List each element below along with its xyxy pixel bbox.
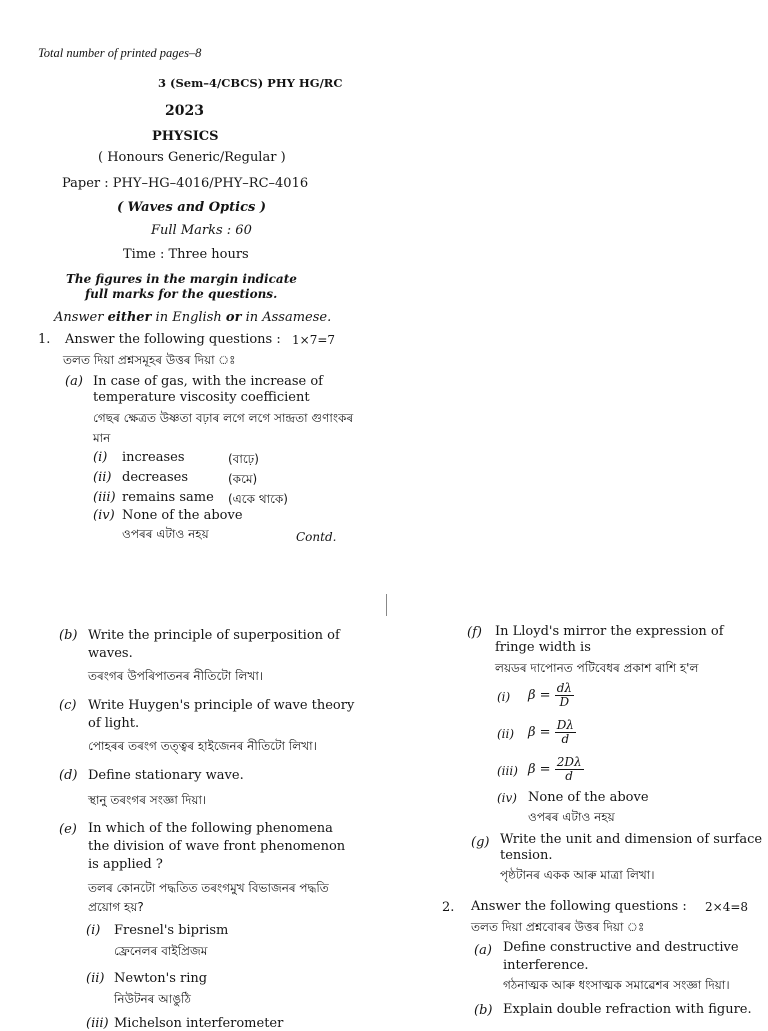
q1f-opt2-formula	[528, 719, 576, 746]
q1f-opt3-lhs: β =	[528, 762, 551, 777]
paper-number: Paper : PHY–HG–4016/PHY–RC–4016	[62, 176, 309, 191]
q1f-label: (f)	[467, 625, 482, 640]
q1c-line1: Write Huygen's principle of wave theory	[88, 698, 355, 713]
answer-post: in Assamese.	[245, 310, 332, 325]
q1e-opt2-label: (ii)	[86, 971, 105, 986]
full-marks: Full Marks : 60	[151, 223, 252, 238]
page-divider	[386, 594, 387, 616]
q1f-opt4-label: (iv)	[497, 791, 517, 805]
q1a-opt2-label: (ii)	[93, 470, 112, 485]
q1a-opt3-label: (iii)	[93, 490, 116, 505]
q1a-opt4-label: (iv)	[93, 508, 115, 523]
q1a-opt3-assamese: (একে থাকে)	[228, 492, 288, 506]
q1f-line1: In Lloyd's mirror the expression of	[495, 624, 724, 639]
q1a-opt1-assamese: (বাঢ়ে)	[228, 452, 259, 466]
q1f-opt2-fraction	[555, 719, 576, 746]
q1e-opt3-text: Michelson interferometer	[114, 1016, 284, 1031]
q1b-assamese: তৰংগৰ উপৰিপাতনৰ নীতিটো লিখা।	[88, 669, 264, 683]
answer-or: or	[225, 310, 242, 325]
q1f-opt3-formula	[528, 756, 584, 783]
q1a-opt3-text: remains same	[122, 490, 214, 505]
q1c-label: (c)	[59, 698, 77, 713]
q1a-opt2-assamese: (কমে)	[228, 472, 258, 486]
answer-either: either	[107, 310, 152, 325]
answer-mid: in English	[155, 310, 222, 325]
q2a-line2: interference.	[503, 958, 589, 973]
language-instruction	[54, 310, 331, 325]
subject-title: PHYSICS	[152, 129, 219, 144]
q2b-line1: Explain double refraction with figure.	[503, 1002, 752, 1017]
q1e-assamese2: প্ৰয়োগ হয়?	[88, 900, 144, 914]
q2-marks: 2×4=8	[705, 900, 749, 914]
q1a-assamese2: মান	[93, 431, 111, 445]
q1b-label: (b)	[59, 628, 78, 643]
q1e-assamese1: তলৰ কোনটো পদ্ধতিত তৰংগমুখ বিভাজনৰ পদ্ধতি	[88, 881, 329, 895]
paper-code: 3 (Sem–4/CBCS) PHY HG/RC	[158, 76, 343, 90]
q2-assamese: তলত দিয়া প্ৰশ্নবোৰৰ উত্তৰ দিয়া ঃ	[471, 920, 645, 934]
q1f-assamese: লয়ডৰ দাপোনত পটিবেধৰ প্ৰকাশ ৰাশি হ'ল	[495, 661, 699, 675]
q2-number: 2.	[442, 900, 455, 915]
q2a-line1: Define constructive and destructive	[503, 940, 739, 955]
q1f-opt4-assamese: ওপৰৰ এটাও নহয়	[528, 810, 615, 824]
time-allowed: Time : Three hours	[123, 247, 249, 262]
q1g-label: (g)	[471, 835, 490, 850]
q1a-opt1-text: increases	[122, 450, 185, 465]
q1a-assamese1: গেছৰ ক্ষেত্ৰত উষ্ণতা বঢ়াৰ লগে লগে সান্দ্ৰতা গুণাংকৰ	[93, 411, 354, 425]
exam-year: 2023	[165, 103, 204, 119]
q2-instruction: Answer the following questions :	[471, 899, 687, 914]
q1g-line1: Write the unit and dimension of surface	[500, 832, 763, 847]
q1f-opt1-formula	[528, 682, 574, 709]
q1f-opt1-label: (i)	[497, 690, 511, 704]
q1-instruction: Answer the following questions :	[65, 332, 281, 347]
q1-number: 1.	[38, 332, 51, 347]
q1f-opt1-lhs: β =	[528, 688, 551, 703]
q1f-opt2-num: Dλ	[556, 718, 574, 732]
margin-note-line1: The figures in the margin indicate	[66, 272, 297, 286]
q1f-opt4-text: None of the above	[528, 790, 649, 805]
q1b-line1: Write the principle of superposition of	[88, 628, 340, 643]
q1e-line3: is applied ?	[88, 857, 163, 872]
q1d-label: (d)	[59, 768, 78, 783]
q1e-opt1-label: (i)	[86, 923, 101, 938]
q1a-opt4-assamese: ওপৰৰ এটাও নহয়	[122, 527, 209, 541]
q1d-line1: Define stationary wave.	[88, 768, 244, 783]
q1a-opt4-text: None of the above	[122, 508, 243, 523]
q1f-opt3-label: (iii)	[497, 764, 518, 778]
q1f-opt3-num: 2Dλ	[556, 755, 582, 769]
q1f-opt2-label: (ii)	[497, 727, 515, 741]
q1e-opt2-assamese: নিউটনৰ আঙুঠি	[114, 992, 191, 1006]
q1f-opt2-lhs: β =	[528, 725, 551, 740]
contd-note: Contd.	[296, 530, 337, 544]
q1f-line2: fringe width is	[495, 640, 591, 655]
q2a-assamese: গঠনাত্মক আৰু ধংসাত্মক সমাৱেশৰ সংজ্ঞা দিয়া।	[503, 978, 730, 992]
q1-marks: 1×7=7	[292, 333, 336, 347]
q1e-label: (e)	[59, 822, 77, 837]
q1f-opt3-den: d	[565, 769, 573, 783]
q1a-line1: In case of gas, with the increase of	[93, 374, 323, 389]
q1c-assamese: পোহৰৰ তৰংগ তত্ত্বৰ হাইজেনৰ নীতিটো লিখা।	[88, 739, 317, 753]
q1a-opt1-label: (i)	[93, 450, 108, 465]
course-type: ( Honours Generic/Regular )	[98, 150, 286, 165]
q1b-line2: waves.	[88, 646, 133, 661]
answer-pre: Answer	[54, 310, 104, 325]
q1f-opt1-num: dλ	[556, 681, 572, 695]
q1g-assamese: পৃষ্ঠটানৰ একক আৰু মাত্ৰা লিখা।	[500, 868, 655, 882]
q1a-opt2-text: decreases	[122, 470, 188, 485]
q1f-opt2-den: d	[561, 732, 570, 746]
q1e-line2: the division of wave front phenomenon	[88, 839, 346, 854]
q1e-opt1-assamese: ফ্ৰেনেলৰ বাইপ্ৰিজম	[114, 944, 208, 958]
q2b-label: (b)	[474, 1003, 493, 1018]
q1a-label: (a)	[65, 374, 83, 389]
q1f-opt1-fraction	[555, 682, 574, 709]
q1e-opt3-label: (iii)	[86, 1016, 109, 1031]
q1a-line2: temperature viscosity coefficient	[93, 390, 310, 405]
q1e-line1: In which of the following phenomena	[88, 821, 333, 836]
q1e-opt1-text: Fresnel's biprism	[114, 923, 229, 938]
q2a-label: (a)	[474, 943, 492, 958]
printed-pages-note: Total number of printed pages–8	[38, 46, 202, 60]
margin-note-line2: full marks for the questions.	[85, 287, 278, 301]
q1f-opt3-fraction	[555, 756, 584, 783]
q1g-line2: tension.	[500, 848, 553, 863]
q1d-assamese: স্থানু তৰংগৰ সংজ্ঞা দিয়া।	[88, 793, 207, 807]
q1e-opt2-text: Newton's ring	[114, 971, 208, 986]
paper-title: ( Waves and Optics )	[117, 200, 266, 215]
q1f-opt1-den: D	[559, 695, 570, 709]
q1c-line2: of light.	[88, 716, 140, 731]
q1-assamese: তলত দিয়া প্ৰশ্নসমূহৰ উত্তৰ দিয়া ঃ	[63, 353, 236, 367]
